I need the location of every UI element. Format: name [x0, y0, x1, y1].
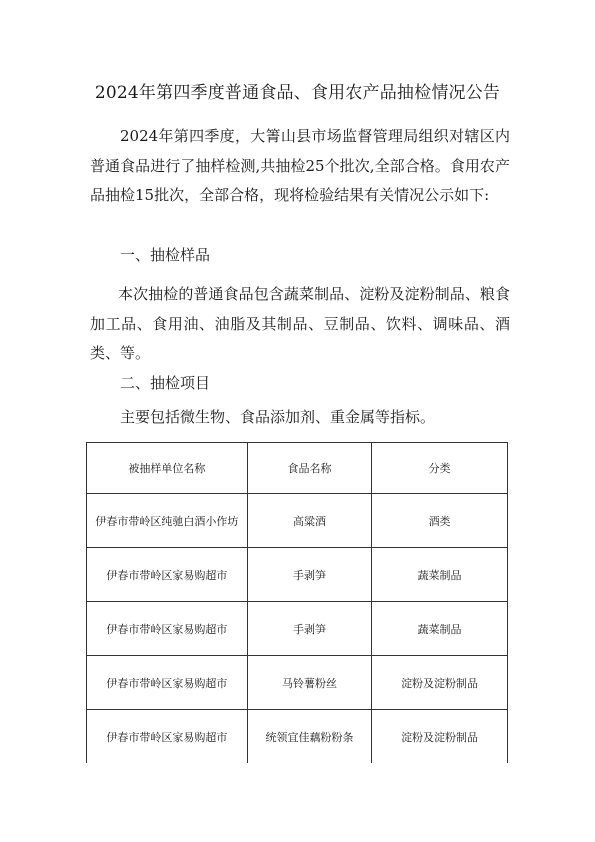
header-unit-name: 被抽样单位名称 [87, 443, 248, 494]
cell-food-name: 手剥笋 [247, 602, 371, 656]
cell-unit-name: 伊春市带岭区家易购超市 [87, 548, 248, 602]
samples-paragraph: 本次抽检的普通食品包含蔬菜制品、淀粉及淀粉制品、粮食加工品、食用油、油脂及其制品、豆制品、饮料、调味品、酒类、等。 [90, 285, 510, 362]
table-row [87, 602, 508, 656]
header-food-name: 食品名称 [247, 443, 371, 494]
cell-category: 酒类 [372, 494, 508, 548]
cell-unit-name: 伊春市带岭区家易购超市 [87, 602, 248, 656]
section-heading-samples: 一、抽检样品 [120, 246, 211, 264]
cell-category: 蔬菜制品 [372, 548, 508, 602]
inspection-table [86, 442, 508, 763]
cell-food-name: 手剥笋 [247, 548, 371, 602]
cell-unit-name: 伊春市带岭区家易购超市 [87, 710, 248, 764]
cell-category: 蔬菜制品 [372, 602, 508, 656]
table-row [87, 494, 508, 548]
intro-paragraph: 2024年第四季度，大箐山县市场监督管理局组织对辖区内普通食品进行了抽样检测,共抽检25个批次,全部合格。食用农产品抽检15批次，全部合格，现将检验结果有关情况公示如下: [90, 127, 510, 204]
cell-food-name: 高粱酒 [247, 494, 371, 548]
cell-unit-name: 伊春市带岭区纯驰白酒小作坊 [87, 494, 248, 548]
section-heading-items: 二、抽检项目 [120, 374, 211, 392]
cell-category: 淀粉及淀粉制品 [372, 710, 508, 764]
table-row [87, 710, 508, 764]
table-header-row [87, 443, 508, 494]
table-row [87, 548, 508, 602]
cell-category: 淀粉及淀粉制品 [372, 656, 508, 710]
document-title: 2024年第四季度普通食品、食用农产品抽检情况公告 [94, 83, 501, 103]
cell-food-name: 马铃薯粉丝 [247, 656, 371, 710]
table-row [87, 656, 508, 710]
header-category: 分类 [372, 443, 508, 494]
items-paragraph: 主要包括微生物、食品添加剂、重金属等指标。 [120, 408, 436, 426]
cell-unit-name: 伊春市带岭区家易购超市 [87, 656, 248, 710]
cell-food-name: 统领宜佳藕粉粉条 [247, 710, 371, 764]
